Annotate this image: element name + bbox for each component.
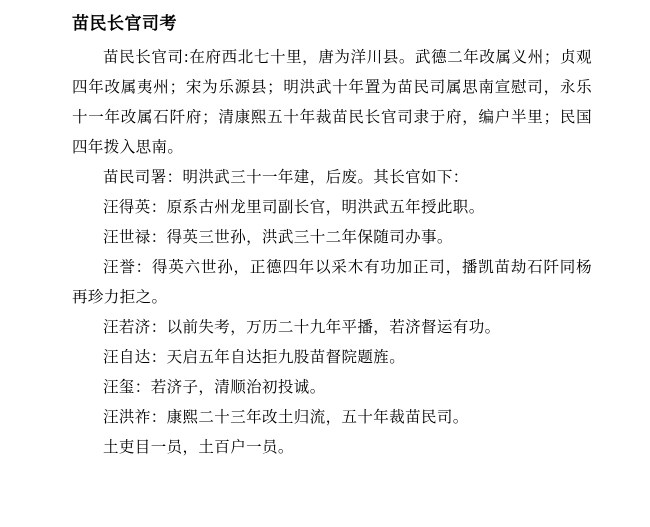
paragraph-4: 汪世禄：得英三世孙，洪武三十二年保随司办事。	[103, 228, 453, 246]
paragraph-10: 土吏目一员，土百户一员。	[103, 438, 294, 456]
paragraph-9: 汪洪祚：康熙二十三年改土归流，五十年裁苗民司。	[103, 408, 469, 426]
paragraph-1: 苗民长官司:在府西北七十里，唐为洋川县。武德二年改属义州；贞观四年改属夷州；宋为乐源县；明洪武十年置为苗民司属思南宣慰司，永乐十一年改属石阡府；清康熙五十年裁苗民长官司隶于府，编户半里；民国四年拨入思南。	[72, 48, 592, 156]
paragraph-7: 汪自达：天启五年自达拒九股苗督院题旌。	[103, 348, 406, 366]
page-title: 苗民长官司考	[72, 14, 177, 34]
paragraph-3: 汪得英：原系古州龙里司副长官，明洪武五年授此职。	[103, 198, 485, 216]
paragraph-2: 苗民司署：明洪武三十一年建，后废。其长官如下：	[103, 168, 469, 186]
paragraph-5: 汪誉：得英六世孙，正德四年以采木有功加正司，播凯苗劫石阡同杨再珍力拒之。	[72, 258, 592, 306]
paragraph-6: 汪若济：以前失考，万历二十九年平播，若济督运有功。	[103, 318, 501, 336]
paragraph-8: 汪玺：若济子，清顺治初投诚。	[103, 378, 326, 396]
